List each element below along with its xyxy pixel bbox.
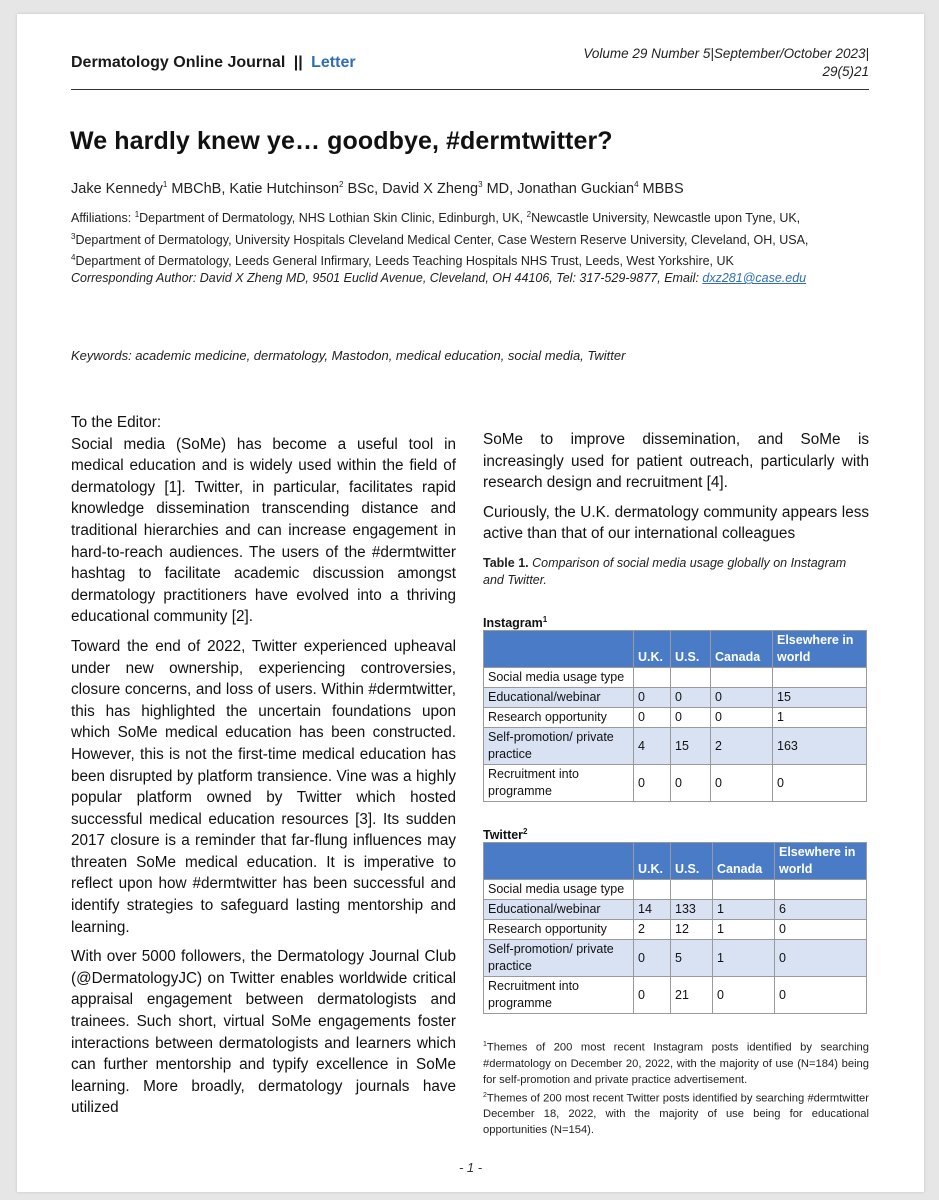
twitter-table (483, 842, 867, 1014)
header-cell (484, 631, 634, 668)
cell: 0 (634, 977, 671, 1014)
instagram-table-block (483, 615, 869, 802)
affil-mark: 3 (71, 231, 76, 241)
author-name: David X Zheng (382, 180, 479, 197)
header-cell: U.K. (634, 631, 671, 668)
table-caption-text: Comparison of social media usage globally on Instagram and Twitter. (483, 556, 847, 587)
cell: 0 (773, 765, 867, 802)
table-row (484, 900, 867, 920)
row-label: Self-promotion/ private practice (484, 940, 634, 977)
paragraph: Social media (SoMe) has become a useful tool in medical education and is widely used within the field of dermatology [1]. Twitter, in particular, facilitates rapid knowledge dissemination transcending distance and traditional hierarchies and can increase engagement in hard-to-reach audiences. The users of the #dermtwitter hashtag to facilitate academic discussion amongst dermatology practitioners have evolved into a thriving educational community [2]. (71, 435, 456, 626)
cell: 133 (671, 900, 713, 920)
table-row (484, 880, 867, 900)
row-label: Recruitment into programme (484, 765, 634, 802)
cell: 14 (634, 900, 671, 920)
greeting: To the Editor: (71, 414, 162, 431)
cell: 5 (671, 940, 713, 977)
cell: 0 (671, 688, 711, 708)
table-row (484, 940, 867, 977)
cell: 21 (671, 977, 713, 1014)
corresponding-text: Corresponding Author: David X Zheng MD, 9501 Euclid Avenue, Cleveland, OH 44106, Tel: 317-529-9877, Email: (71, 271, 703, 285)
affiliation-2: Newcastle University, Newcastle upon Tyne, UK, (531, 211, 801, 226)
author-degree: MBChB, (167, 180, 230, 197)
cell (775, 880, 867, 900)
cell: 1 (773, 708, 867, 728)
keywords: Keywords: academic medicine, dermatology, Mastodon, medical education, social media, Twitter (71, 348, 626, 363)
paragraph: Curiously, the U.K. dermatology community appears less active than that of our international colleagues (483, 503, 869, 543)
page-number: - 1 - (458, 1160, 483, 1175)
footnote-text: Themes of 200 most recent Twitter posts identified by searching #dermtwitter December 18, 2022, with the majority of use being for educational opportunities (N=154). (483, 1092, 869, 1137)
cell (671, 668, 711, 688)
affil-mark: 1 (134, 210, 140, 219)
journal-name: Dermatology Online Journal (71, 54, 286, 71)
table-row (484, 977, 867, 1014)
table-header-row (484, 631, 867, 668)
cell: 15 (671, 728, 711, 765)
footnote-text: Themes of 200 most recent Instagram posts identified by searching #dermatology on December 20, 2022, with the majority of use (N=184) being for self-promotion and private practice advertisement. (483, 1041, 869, 1086)
footnote-1 (483, 1037, 869, 1088)
cell: 0 (634, 940, 671, 977)
footnote-2 (483, 1088, 869, 1139)
cell: 0 (634, 708, 671, 728)
author-affil-mark: 3 (478, 180, 483, 189)
table-caption (483, 555, 869, 589)
cell: 0 (671, 708, 711, 728)
row-label: Self-promotion/ private practice (484, 728, 634, 765)
article-title: We hardly knew ye… goodbye, #dermtwitter? (70, 127, 613, 155)
cell (671, 880, 713, 900)
author-degree: BSc, (343, 180, 383, 197)
cell: 0 (775, 977, 867, 1014)
instagram-label-text: Instagram (483, 616, 543, 631)
table-row (484, 688, 867, 708)
cell: 0 (711, 765, 773, 802)
cell: 0 (713, 977, 775, 1014)
row-label: Research opportunity (484, 920, 634, 940)
cell: 1 (713, 920, 775, 940)
cell: 1 (713, 940, 775, 977)
body-left-column (71, 412, 456, 1127)
table-row (484, 765, 867, 802)
author-degree: MD, (482, 180, 518, 197)
affiliation-1: Department of Dermatology, NHS Lothian Skin Clinic, Edinburgh, UK, (139, 211, 527, 226)
table-header-row (484, 843, 867, 880)
header-cell (484, 843, 634, 880)
cell: 0 (634, 765, 671, 802)
cell: 6 (775, 900, 867, 920)
twitter-label (483, 827, 869, 842)
row-label: Social media usage type (484, 880, 634, 900)
cell: 2 (634, 920, 671, 940)
twitter-label-text: Twitter (483, 828, 524, 843)
citation-line: 29(5)21 (822, 64, 869, 79)
table-row (484, 728, 867, 765)
cell: 1 (713, 900, 775, 920)
row-label: Educational/webinar (484, 688, 634, 708)
table-row (484, 920, 867, 940)
affiliations (71, 206, 871, 271)
cell (713, 880, 775, 900)
cell (634, 668, 671, 688)
instagram-table (483, 630, 867, 802)
table-row (484, 668, 867, 688)
volume-line: Volume 29 Number 5|September/October 2023| (583, 46, 869, 61)
affil-mark: 2 (526, 210, 532, 219)
paragraph: SoMe to improve dissemination, and SoMe is increasingly used for patient outreach, particularly with research design and recruitment [4]. (483, 431, 869, 492)
header-cell: Elsewhere in world (773, 631, 867, 668)
affiliation-3: Department of Dermatology, University Hospitals Cleveland Medical Center, Case Western Reserve University, Cleveland, OH, USA, (75, 232, 809, 247)
paragraph: Toward the end of 2022, Twitter experienced upheaval under new ownership, experiencing controversies, closure concerns, and loss of users. Within #dermtwitter, this has highlighted the uncertain foundations upon which SoMe medical education has been constructed. However, this is not the first-time medical education has been disrupted by platform transience. Vine was a highly popular platform owned by Twitter which hosted successful medical education resources [3]. Its sudden 2017 closure is a reminder that far-flung influences may threaten SoMe medical education. It is imperative to reflect upon how #dermtwitter has been successful and identify strategies to safeguard lasting mentorship and learning. (71, 637, 456, 936)
affil-mark: 4 (71, 253, 76, 263)
cell: 0 (711, 708, 773, 728)
cell (773, 668, 867, 688)
cell: 2 (711, 728, 773, 765)
footnote-mark: 1 (483, 1041, 487, 1048)
header-cell: U.K. (634, 843, 671, 880)
instagram-footnote-mark: 1 (542, 615, 548, 624)
cell (634, 880, 671, 900)
volume-info (583, 45, 869, 81)
cell: 163 (773, 728, 867, 765)
row-label: Educational/webinar (484, 900, 634, 920)
table-footnotes (483, 1037, 869, 1138)
row-label: Research opportunity (484, 708, 634, 728)
header-separator: || (293, 54, 303, 71)
article-type: Letter (311, 54, 356, 71)
affiliation-4: Department of Dermatology, Leeds General Infirmary, Leeds Teaching Hospitals NHS Trust, Leeds, West Yorkshire, UK (75, 254, 734, 269)
cell: 0 (634, 688, 671, 708)
header-cell: Canada (713, 843, 775, 880)
affiliations-label: Affiliations: (71, 211, 135, 226)
author-name: Katie Hutchinson (229, 180, 340, 197)
header-rule (71, 89, 869, 90)
email-link[interactable]: dxz281@case.edu (702, 271, 807, 285)
author-affil-mark: 1 (162, 180, 168, 189)
instagram-label (483, 615, 869, 630)
row-label: Recruitment into programme (484, 977, 634, 1014)
body-right-column (483, 429, 869, 553)
table-label: Table 1. (483, 556, 529, 570)
author-affil-mark: 4 (634, 180, 639, 189)
cell: 12 (671, 920, 713, 940)
twitter-footnote-mark: 2 (523, 827, 528, 836)
footnote-mark: 2 (483, 1091, 487, 1099)
table-row (484, 708, 867, 728)
cell: 0 (775, 920, 867, 940)
journal-header (71, 54, 356, 72)
author-degree: MBBS (638, 180, 684, 197)
paper-page (17, 14, 924, 1192)
header-cell: U.S. (671, 843, 713, 880)
header-cell: Canada (711, 631, 773, 668)
header-cell: Elsewhere in world (775, 843, 867, 880)
author-affil-mark: 2 (339, 180, 344, 189)
cell: 0 (775, 940, 867, 977)
paragraph: With over 5000 followers, the Dermatology Journal Club (@DermatologyJC) on Twitter enables worldwide critical appraisal engagement between dermatologists and trainees. Such short, virtual SoMe engagements foster interactions between dermatologists and learners which can further mentorship and typify excellence in SoMe learning. More broadly, dermatology journals have utilized (71, 948, 456, 1117)
cell: 0 (671, 765, 711, 802)
header-cell: U.S. (671, 631, 711, 668)
corresponding-author (71, 271, 871, 285)
author-name: Jake Kennedy (71, 180, 163, 197)
row-label: Social media usage type (484, 668, 634, 688)
twitter-table-block (483, 827, 869, 1014)
author-list (71, 180, 684, 197)
cell: 4 (634, 728, 671, 765)
cell (711, 668, 773, 688)
author-name: Jonathan Guckian (517, 180, 635, 197)
cell: 15 (773, 688, 867, 708)
cell: 0 (711, 688, 773, 708)
